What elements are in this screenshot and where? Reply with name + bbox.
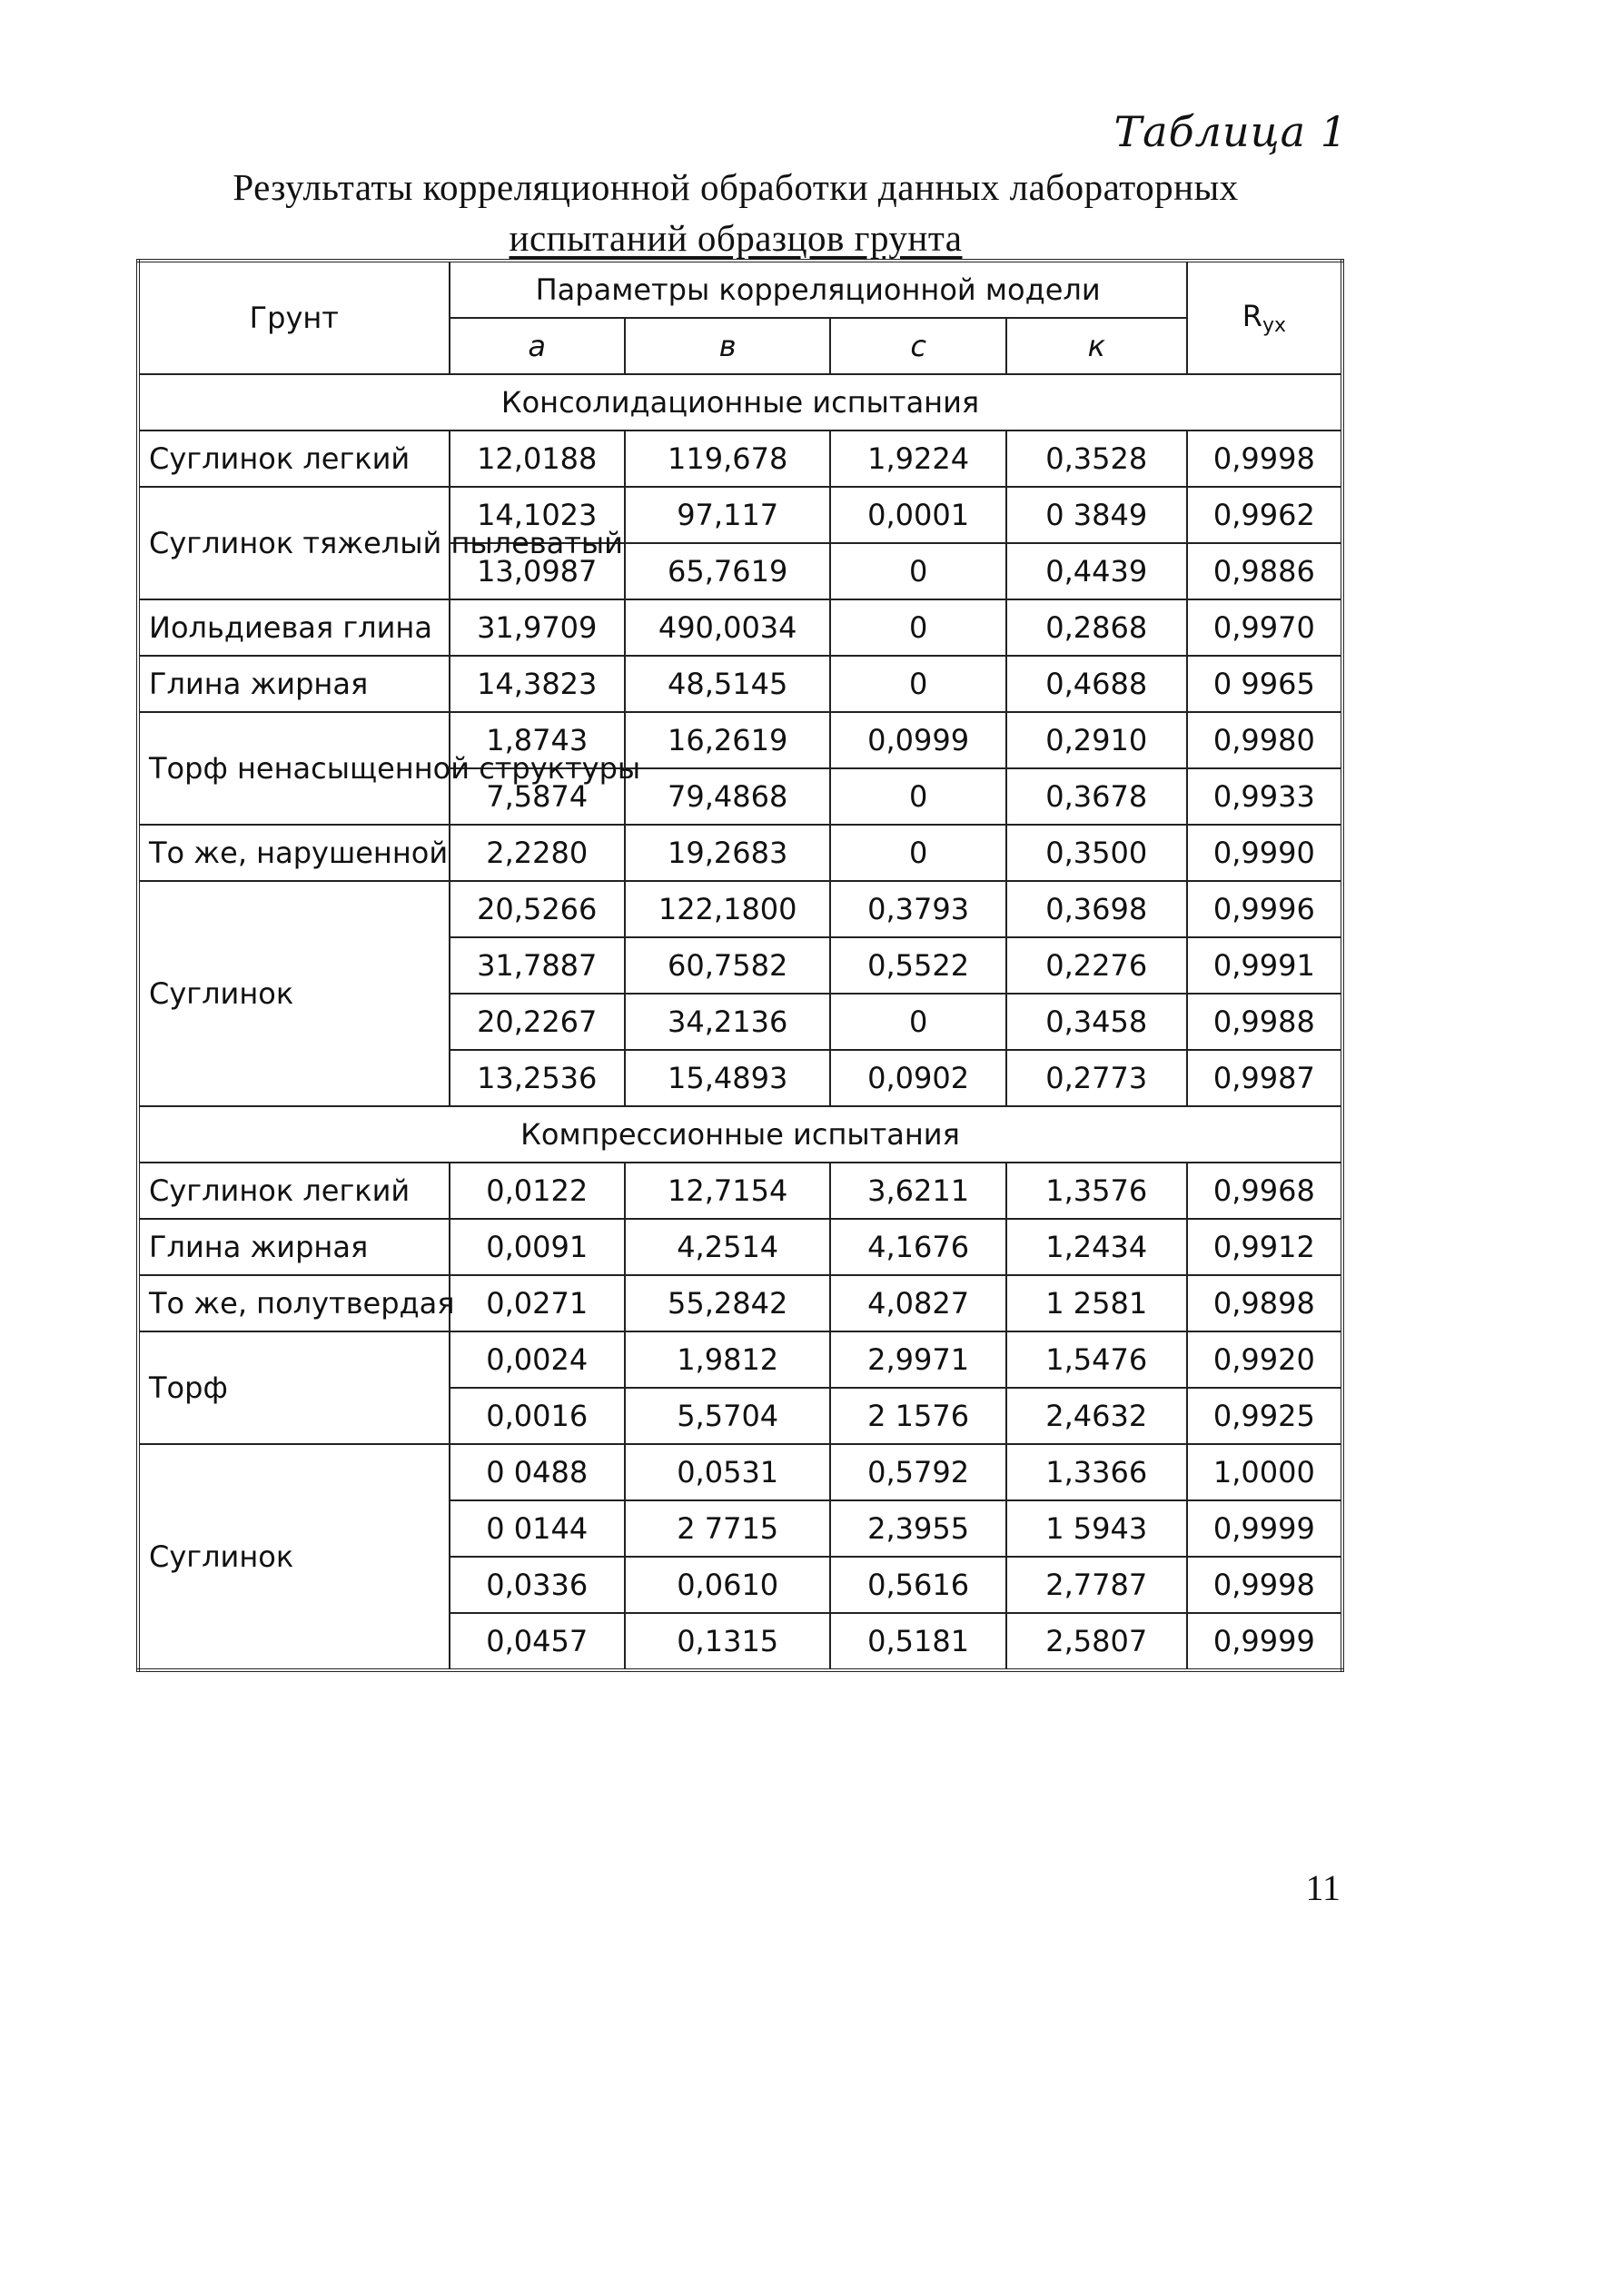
value-cell: 0 0488 — [450, 1444, 625, 1500]
value-cell: 2,9971 — [830, 1331, 1005, 1388]
value-cell: 0,0122 — [450, 1163, 625, 1219]
value-cell: 2,7787 — [1006, 1557, 1187, 1613]
value-cell: 79,4868 — [625, 768, 831, 825]
value-cell: 1,8743 — [450, 712, 625, 768]
value-cell: 31,7887 — [450, 937, 625, 994]
value-cell: 0,4688 — [1006, 656, 1187, 712]
value-cell: 0,9991 — [1187, 937, 1342, 994]
value-cell: 20,2267 — [450, 994, 625, 1050]
value-cell: 0,9962 — [1187, 487, 1342, 543]
value-cell: 0,3528 — [1006, 430, 1187, 487]
value-cell: 2,3955 — [830, 1500, 1005, 1557]
value-cell: 0 — [830, 825, 1005, 881]
header-r-sub: ух — [1262, 314, 1286, 337]
value-cell: 0,9898 — [1187, 1275, 1342, 1331]
value-cell: 1 2581 — [1006, 1275, 1187, 1331]
value-cell: 0,0610 — [625, 1557, 831, 1613]
value-cell: 0,3793 — [830, 881, 1005, 937]
value-cell: 5,5704 — [625, 1388, 831, 1444]
value-cell: 0,0016 — [450, 1388, 625, 1444]
value-cell: 0,2910 — [1006, 712, 1187, 768]
value-cell: 0,9998 — [1187, 1557, 1342, 1613]
value-cell: 0,0091 — [450, 1219, 625, 1275]
title-line-2: испытаний образцов грунта — [509, 217, 963, 259]
value-cell: 12,7154 — [625, 1163, 831, 1219]
value-cell: 0,9886 — [1187, 543, 1342, 599]
value-cell: 1,3576 — [1006, 1163, 1187, 1219]
value-cell: 14,1023 — [450, 487, 625, 543]
value-cell: 0,5522 — [830, 937, 1005, 994]
header-a: а — [450, 318, 625, 374]
value-cell: 2 1576 — [830, 1388, 1005, 1444]
value-cell: 0,9980 — [1187, 712, 1342, 768]
value-cell: 0 0144 — [450, 1500, 625, 1557]
header-row-1 — [138, 261, 1342, 318]
soil-name-cell: Суглинок — [138, 881, 450, 1106]
value-cell: 2,4632 — [1006, 1388, 1187, 1444]
table-caption: Таблица 1 — [1113, 107, 1348, 156]
soil-name-cell: Глина жирная — [138, 1219, 450, 1275]
value-cell: 0,9999 — [1187, 1613, 1342, 1670]
section-row — [138, 1106, 1342, 1163]
header-r-main: R — [1242, 299, 1262, 333]
value-cell: 4,0827 — [830, 1275, 1005, 1331]
value-cell: 0 — [830, 599, 1005, 656]
value-cell: 12,0188 — [450, 430, 625, 487]
value-cell: 0,0531 — [625, 1444, 831, 1500]
header-params-group: Параметры корреляционной модели — [450, 261, 1187, 318]
soil-name-cell: Глина жирная — [138, 656, 450, 712]
value-cell: 60,7582 — [625, 937, 831, 994]
header-soil: Грунт — [138, 261, 450, 374]
value-cell: 119,678 — [625, 430, 831, 487]
value-cell: 0,9925 — [1187, 1388, 1342, 1444]
value-cell: 0,0001 — [830, 487, 1005, 543]
table-row — [138, 1331, 1342, 1388]
value-cell: 0,9996 — [1187, 881, 1342, 937]
soil-name-cell: Торф — [138, 1331, 450, 1444]
value-cell: 0,0024 — [450, 1331, 625, 1388]
value-cell: 20,5266 — [450, 881, 625, 937]
table-row — [138, 712, 1342, 768]
value-cell: 1,0000 — [1187, 1444, 1342, 1500]
value-cell: 34,2136 — [625, 994, 831, 1050]
value-cell: 2,5807 — [1006, 1613, 1187, 1670]
table-row — [138, 430, 1342, 487]
value-cell: 0,2276 — [1006, 937, 1187, 994]
results-table — [136, 259, 1344, 1672]
value-cell: 0,0999 — [830, 712, 1005, 768]
value-cell: 65,7619 — [625, 543, 831, 599]
table-row — [138, 1163, 1342, 1219]
section-title: Компрессионные испытания — [138, 1106, 1342, 1163]
header-r — [1187, 261, 1342, 374]
value-cell: 4,1676 — [830, 1219, 1005, 1275]
value-cell: 0 3849 — [1006, 487, 1187, 543]
value-cell: 0,9933 — [1187, 768, 1342, 825]
value-cell: 490,0034 — [625, 599, 831, 656]
value-cell: 0,9970 — [1187, 599, 1342, 656]
value-cell: 0,5181 — [830, 1613, 1005, 1670]
value-cell: 0,1315 — [625, 1613, 831, 1670]
value-cell: 0,9968 — [1187, 1163, 1342, 1219]
soil-name-cell: Суглинок легкий — [138, 430, 450, 487]
value-cell: 0,5792 — [830, 1444, 1005, 1500]
value-cell: 48,5145 — [625, 656, 831, 712]
value-cell: 1,9224 — [830, 430, 1005, 487]
value-cell: 1,9812 — [625, 1331, 831, 1388]
table-row — [138, 1275, 1342, 1331]
value-cell: 16,2619 — [625, 712, 831, 768]
value-cell: 0,3458 — [1006, 994, 1187, 1050]
value-cell: 2 7715 — [625, 1500, 831, 1557]
table-row — [138, 825, 1342, 881]
value-cell: 122,1800 — [625, 881, 831, 937]
table-row — [138, 487, 1342, 543]
value-cell: 0,0271 — [450, 1275, 625, 1331]
value-cell: 7,5874 — [450, 768, 625, 825]
value-cell: 0,9920 — [1187, 1331, 1342, 1388]
value-cell: 0,2773 — [1006, 1050, 1187, 1106]
soil-name-cell: Суглинок тяжелый пылеватый — [138, 487, 450, 599]
value-cell: 2,2280 — [450, 825, 625, 881]
soil-name-cell: То же, полутвердая — [138, 1275, 450, 1331]
value-cell: 0,0902 — [830, 1050, 1005, 1106]
value-cell: 0,9990 — [1187, 825, 1342, 881]
value-cell: 19,2683 — [625, 825, 831, 881]
header-b: в — [625, 318, 831, 374]
value-cell: 0 — [830, 656, 1005, 712]
soil-name-cell: То же, нарушенной — [138, 825, 450, 881]
value-cell: 3,6211 — [830, 1163, 1005, 1219]
value-cell: 4,2514 — [625, 1219, 831, 1275]
value-cell: 0 — [830, 994, 1005, 1050]
value-cell: 0,2868 — [1006, 599, 1187, 656]
section-title: Консолидационные испытания — [138, 374, 1342, 430]
value-cell: 0,9988 — [1187, 994, 1342, 1050]
value-cell: 14,3823 — [450, 656, 625, 712]
value-cell: 97,117 — [625, 487, 831, 543]
value-cell: 0,9998 — [1187, 430, 1342, 487]
value-cell: 0,5616 — [830, 1557, 1005, 1613]
header-c: с — [830, 318, 1005, 374]
title-line-1: Результаты корреляционной обработки данных лабораторных — [233, 166, 1239, 208]
value-cell: 1,5476 — [1006, 1331, 1187, 1388]
table-row — [138, 656, 1342, 712]
table-row — [138, 599, 1342, 656]
section-row — [138, 374, 1342, 430]
value-cell: 31,9709 — [450, 599, 625, 656]
value-cell: 13,2536 — [450, 1050, 625, 1106]
table-row — [138, 881, 1342, 937]
value-cell: 1,2434 — [1006, 1219, 1187, 1275]
value-cell: 0 9965 — [1187, 656, 1342, 712]
table-row — [138, 1219, 1342, 1275]
page-number: 11 — [1305, 1867, 1341, 1908]
soil-name-cell: Иольдиевая глина — [138, 599, 450, 656]
value-cell: 0 — [830, 543, 1005, 599]
value-cell: 0,3678 — [1006, 768, 1187, 825]
soil-name-cell: Суглинок — [138, 1444, 450, 1670]
table-title — [136, 162, 1335, 263]
table-row — [138, 1444, 1342, 1500]
value-cell: 0,0336 — [450, 1557, 625, 1613]
value-cell: 55,2842 — [625, 1275, 831, 1331]
soil-name-cell: Торф ненасыщенной структуры — [138, 712, 450, 825]
value-cell: 0 — [830, 768, 1005, 825]
header-k: к — [1006, 318, 1187, 374]
value-cell: 0,9987 — [1187, 1050, 1342, 1106]
value-cell: 0,3698 — [1006, 881, 1187, 937]
value-cell: 15,4893 — [625, 1050, 831, 1106]
value-cell: 1,3366 — [1006, 1444, 1187, 1500]
table-body — [138, 374, 1342, 1670]
soil-name-cell: Суглинок легкий — [138, 1163, 450, 1219]
value-cell: 13,0987 — [450, 543, 625, 599]
value-cell: 0,9999 — [1187, 1500, 1342, 1557]
value-cell: 0,4439 — [1006, 543, 1187, 599]
value-cell: 0,9912 — [1187, 1219, 1342, 1275]
value-cell: 0,3500 — [1006, 825, 1187, 881]
value-cell: 0,0457 — [450, 1613, 625, 1670]
value-cell: 1 5943 — [1006, 1500, 1187, 1557]
